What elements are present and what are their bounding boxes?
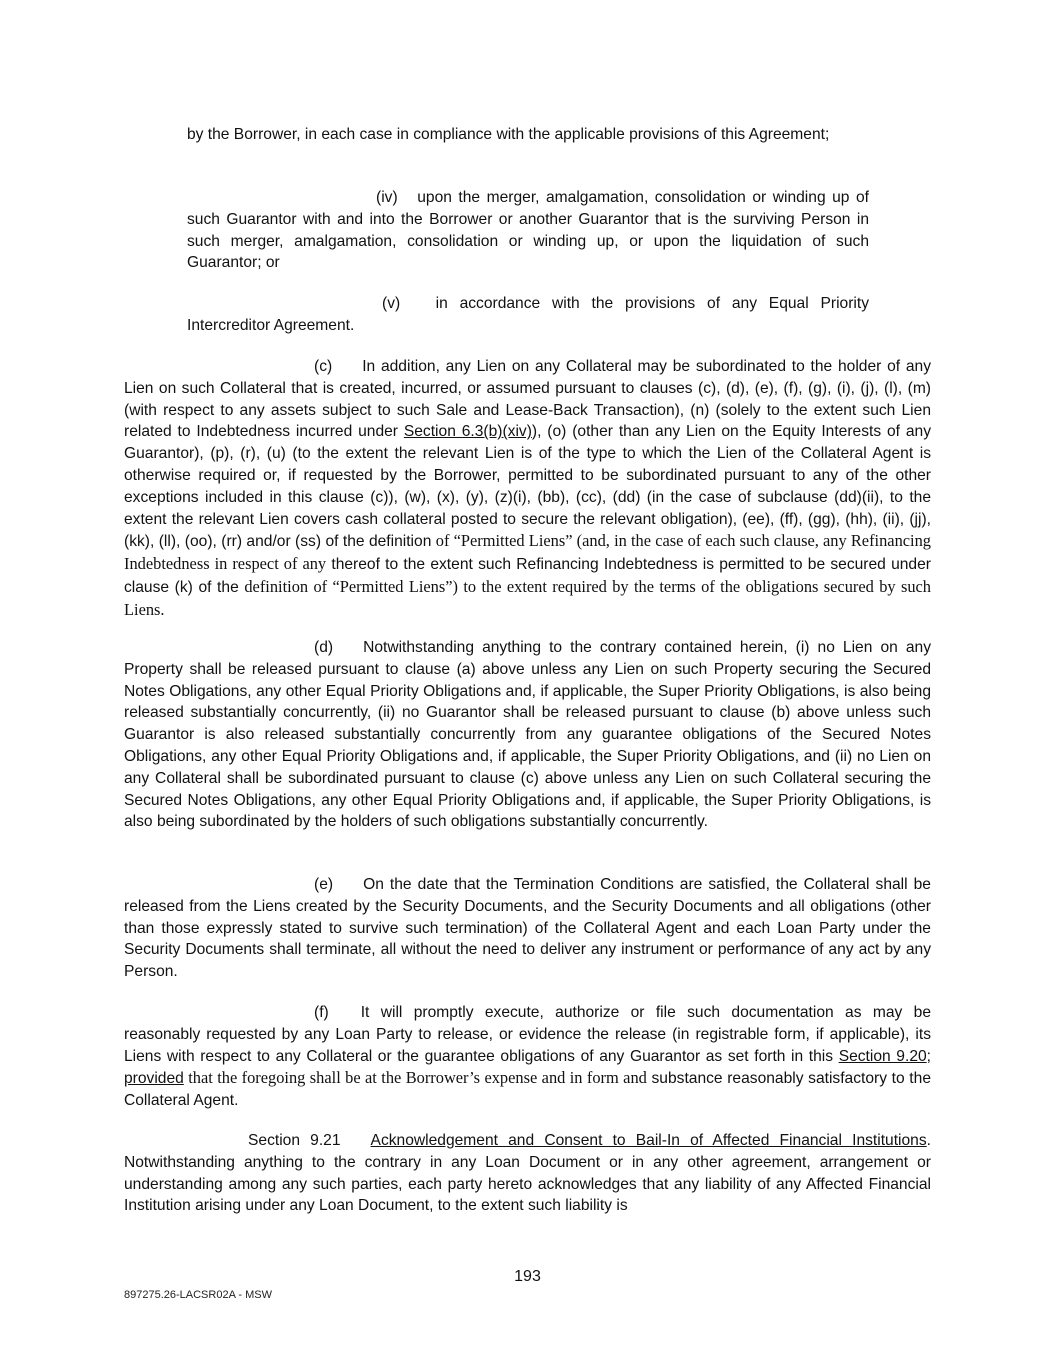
paragraph-f — [124, 1002, 931, 1112]
section-number: Section 9.21 — [248, 1132, 341, 1149]
paragraph-text: thereof to the extent such Refinancing Indebtedness is permitted to be secured under clause (k) of the — [124, 556, 931, 596]
paragraph-e — [124, 874, 931, 983]
clause-number: (d) — [314, 639, 334, 656]
paragraph-a-continuation — [187, 124, 869, 146]
paragraph-text: upon the merger, amalgamation, consolidation or winding up of such Guarantor with and into the Borrower or another Guarantor that is the surviving Person in such merger, amalgamation, consolidation or winding up, or upon the liquidation of such Guarantor; or — [187, 189, 870, 272]
paragraph-iv — [187, 187, 869, 274]
section-9-21 — [124, 1130, 931, 1217]
paragraph-text: substance reasonably satisfactory to the Collateral Agent. — [124, 1070, 931, 1110]
paragraph-text: Notwithstanding anything to the contrary contained herein, (i) no Lien on any Property shall be released pursuant to clause (a) above unless any Lien on such Property securing the Secured Notes Obligations, any other Equal Priority Obligations and, if applicable, the Super Priority Obligations, is also being released substantially concurrently, (ii) no Guarantor shall be released pursuant to clause (b) above unless such Guarantor is also released substantially concurrently from any guarantee obligations of the Secured Notes Obligations, any other Equal Priority Obligations and, if applicable, the Super Priority Obligations, and (ii) no Lien on any Collateral shall be subordinated pursuant to clause (c) above unless any Lien on such Collateral securing the Secured Notes Obligations, any other Equal Priority Obligations and, if applicable, the Super Priority Obligations, is also being subordinated by the holders of such obligations substantially concurrently. — [124, 639, 931, 831]
paragraph-text: by the Borrower, in each case in compliance with the applicable provisions of this Agreement; — [187, 126, 830, 143]
section-reference-link[interactable]: Section 6.3(b)(xiv) — [403, 423, 532, 441]
paragraph-text: In addition, any Lien on any Collateral may be subordinated to the holder of any Lien on such Collateral that is created, incurred, or assumed pursuant to clauses (c), (d), (e), (f), (g), (i), (j), (l), (m) (with respect to any assets subject to such Sale and Lease-Back Transaction), (n) (solely to the extent such Lien related to Indebtedness incurred under — [124, 358, 931, 441]
document-id: 897275.26-LACSR02A - MSW — [124, 1289, 272, 1301]
separator: ; — [926, 1047, 932, 1065]
paragraph-text: in accordance with the provisions of any Equal Priority Intercreditor Agreement. — [187, 295, 870, 334]
paragraph-text: definition of “Permitted Liens”) to the extent required by the terms of the obligations secured by such Liens. — [124, 576, 931, 619]
section-reference-link[interactable]: Section 9.20 — [838, 1047, 927, 1065]
clause-number: (v) — [382, 295, 401, 312]
clause-number: (e) — [314, 876, 334, 893]
paragraph-d — [124, 637, 931, 833]
paragraph-v — [187, 293, 869, 337]
paragraph-text: that the foregoing shall be at the Borrower’s expense and in form and — [183, 1068, 647, 1088]
paragraph-text: of “Permitted Liens” (and, in the case of each such clause, any Refinancing Indebtedness in respect of any — [124, 531, 931, 574]
clause-number: (c) — [314, 358, 333, 375]
paragraph-text: . Notwithstanding anything to the contrary in any Loan Document or in any other agreement, arrangement or understanding among any such parties, each party hereto acknowledges that any liability of any Affected Financial Institution arising under any Loan Document, to the extent such liability is — [124, 1132, 931, 1215]
page-number: 193 — [514, 1268, 541, 1285]
clause-number: (f) — [314, 1004, 329, 1021]
paragraph-text: It will promptly execute, authorize or file such documentation as may be reasonably requested by any Loan Party to release, or evidence the release (in registrable form, if applicable), its Liens with respect to any Collateral or the guarantee obligations of any Guarantor as set forth in this — [124, 1004, 931, 1065]
section-title: Acknowledgement and Consent to Bail-In of Affected Financial Institutions — [370, 1132, 927, 1149]
paragraph-text: ), (o) (other than any Lien on the Equity Interests of any Guarantor), (p), (r), (u) (to the extent the relevant Lien is of the type to which the Lien of the Collateral Agent is otherwise required or, if requested by the Borrower, permitted to be subordinated pursuant to any of the other exceptions included in this clause (c)), (w), (x), (y), (z)(i), (bb), (cc), (dd) (in the case of subclause (dd)(ii), to the extent the relevant Lien covers cash collateral posted to secure the relevant obligation), (ee), (ff), (gg), (hh), (ii), (jj), (kk), (ll), (oo), (rr) and/or (ss) of the definition — [124, 423, 931, 551]
clause-number: (iv) — [376, 189, 398, 206]
paragraph-c — [124, 356, 931, 622]
provided-term: provided — [124, 1070, 184, 1088]
paragraph-text: On the date that the Termination Conditions are satisfied, the Collateral shall be released from the Liens created by the Security Documents, and the Security Documents and all obligations (other than those expressly stated to survive such termination) of the Collateral Agent and each Loan Party under the Security Documents shall terminate, all without the need to deliver any instrument or performance of any act by any Person. — [124, 876, 931, 981]
